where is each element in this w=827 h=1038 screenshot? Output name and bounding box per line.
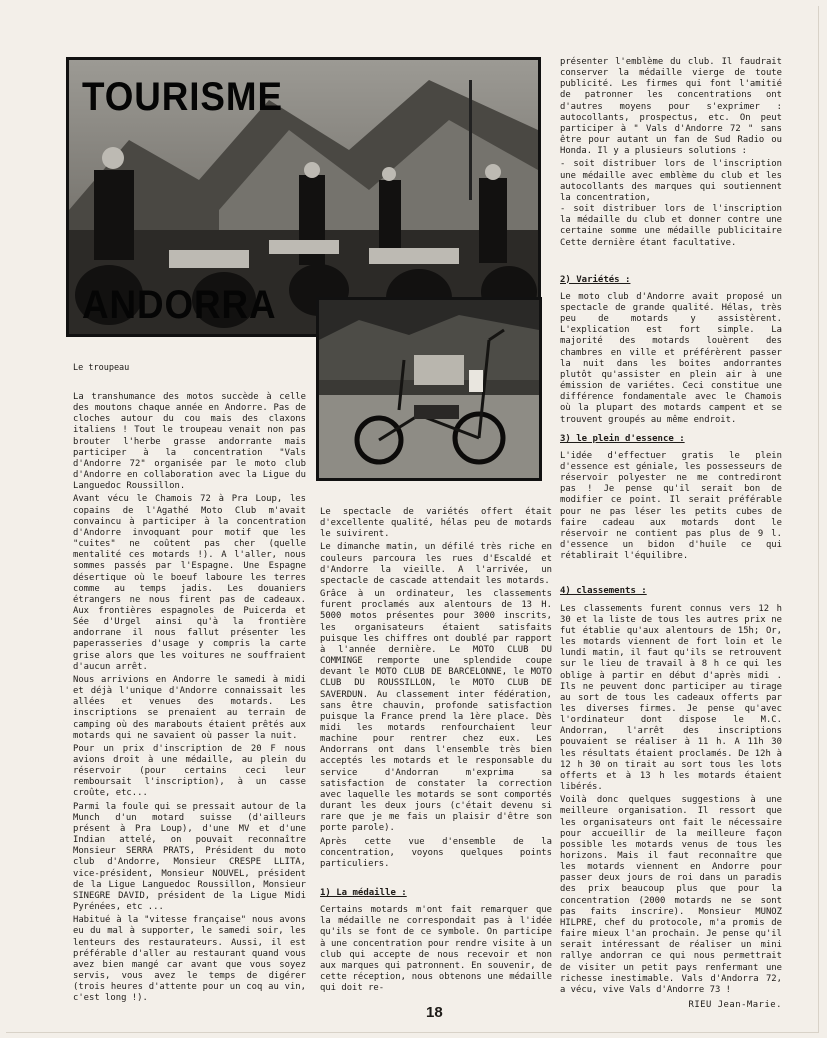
chopper-photo-image (319, 300, 539, 478)
column-3 (560, 57, 782, 1013)
col2-paragraph: Le spectacle de variétés offert était d'excellente qualité, hélas peu de motards le suivirent. (320, 507, 552, 540)
col2-paragraph: Après cette vue d'ensemble de la concentration, voyons quelques points particuliers. (320, 836, 552, 869)
caption-le-troupeau: Le troupeau (73, 363, 130, 373)
page-number: 18 (426, 1004, 443, 1021)
column-1 (73, 392, 306, 1006)
col3-section4-text: Les classements furent connus vers 12 h 30 et la liste de tous les autres prix ne fut établie qu'aux alentours de 15h; Or, les motards viennent de fort loin et le lundi matin, il faut qu'ils se retrouvent sur le lieu de travail à 8 h ce qui les oblige à partir en début d'après midi . Ils ne peuvent donc participer au tirage au sort de tous les cadeaux offerts par les diverses firmes. Je pense qu'avec l'ordinateur dont dispose le M.C. Andorran, l'arrêt des inscriptions pouvaient se réaliser à 11 h. A 11h 30 les résultats étaient proclamés. De 12h à 12 h 30 on tirait au sort tous les lots offerts et à 13 h les motards étaient libérés. (560, 603, 782, 793)
column-2 (320, 507, 552, 996)
col1-paragraph: Avant vécu le Chamois 72 à Pra Loup, les copains de l'Agathé Moto Club m'avait convaincu à participer à la concentration d'Andorre invoquant pour motif que les "cuites" ne coûtent pas cher (quelle mentalité ces motards !). A l'aller, nous sommes passés par l'Espagne. Une Espagne désertique où le boeuf laboure les terres comme au temps jadis. Les douaniers étrangers ne nous firent pas de cadeaux. Aux frontières espagnoles de Puicerda et Sée d'Urgel ainsi qu'à la frontière andorrane il nous fallut présenter les paperasseries d'usage y compris la carte grise alors que les voitures ne souffraient d'aucun arrêt. (73, 494, 306, 672)
section-heading-classements: 4) classements : (560, 586, 647, 597)
title-tourisme: TOURISME (82, 75, 283, 119)
title-andorra: ANDORRA (82, 283, 277, 327)
col3-section2-text: Le moto club d'Andorre avait proposé un spectacle de grande qualité. Hélas, très peu de motards y assistèrent. L'explication est fort simple. La majorité des motards louèrent des chambres en ville et préférèrent passer la nuit dans les boites andorrantes plutôt qu'assister en plein air à une émission de variétes. Ceci constitue une différence fondamentale avec le Chamois où la plupart des motards campent et se trouvent groupés au même endroit. (560, 291, 782, 425)
col3-bullet: - soit distribuer lors de l'inscription une médaille avec emblème du club et les autocollants des marques qui soutiennent la concentration, (560, 159, 782, 203)
col2-paragraph: Le dimanche matin, un défilé très riche en couleurs parcoura les rues d'Escaldé et d'Andorre la vieille. A l'arrivée, un spectacle de cascade attendait les motards. (320, 542, 552, 586)
col2-paragraph: Grâce à un ordinateur, les classements furent proclamés aux alentours de 13 H. 5000 motos présentes pour 3000 inscrits, les organisateurs étaient satisfaits puisque les chiffres ont doublé par rapport à l'année dernière. Le MOTO CLUB DU COMMINGE remporte une splendide coupe devant le MOTO CLUB DE BARCELONNE, le MOTO CLUB DU ROUSSILLON, le MOTO CLUB DE SAVERDUN. Au classement inter fédération, sans être chauvin, profonde satisfaction puisque la France prend la 1ère place. Dès midi les motards renfourchaient leur machine pour rentrer chez eux. Les Andorrans ont dans l'ensemble très bien acceptés les motards et le responsable du service d'Andorran m'exprima sa satisfaction de constater la correction avec laquelle les motards se sont comportés durant les deux jours (c'était devenu si rare que je me fais un plaisir d'être son porte parole). (320, 589, 552, 834)
section-heading-plein-essence: 3) le plein d'essence : (560, 433, 685, 444)
col1-paragraph: Parmi la foule qui se pressait autour de la Munch d'un motard suisse (d'ailleurs présent à Pra Loup), d'une MV et d'une Indian attelé, on pouvait reconnaître Monsieur SERRA PRATS, Président du moto club d'Andorre, Monsieur CRESPE LLITA, vice-président, Monsieur NOUVEL, président de la Ligue Languedoc Roussillon, Monsieur SINEGRE DAVID, président de la Ligue Midi Pyrénées, etc ... (73, 801, 306, 913)
col1-paragraph: Nous arrivions en Andorre le samedi à midi et déjà l'unique d'Andorre connaissait les allées et venues des motards. Les inscriptions se prenaient au terrain de camping où des marabouts étaient prêtés aux motards qui ne savaient où passer la nuit. (73, 674, 306, 741)
col3-closing-text: Voilà donc quelques suggestions à une meilleure organisation. Il ressort que les organisateurs ont fait le nécessaire pour accueillir de la meilleure façon possible les motards venus de tous les horizons. Mais il faut reconnaître que les motards viennent en Andorre pour passer deux jours de roi dans un paradis des prix beaucoup plus que pour la concentration (2000 motards ne se sont pas faits inscrire). Monsieur MUNOZ HILPRE, chef du protocole, m'a promis de faire mieux l'an prochain. Je pense qu'il serait intéressant de réaliser un mini rallye andorran ce qui nous permettrait de visiter un petit pays renfermant une richesse inestimable. Vals d'Andorra 72, a vécu, vive Vals d'Andorre 73 ! (560, 795, 782, 995)
col3-section3-text: L'idée d'effectuer gratis le plein d'essence est géniale, les possesseurs de réservoir polyester ne me contrediront pas ! Je pense qu'il serait bon de modifier ce point. Il serait préférable pour ne pas léser les petits cubes de faire cadeau aux motards dont le réservoir ne contient pas plus de 9 l. d'essence un bidon d'huile ce qui rétablirait l'équilibre. (560, 450, 782, 562)
section-heading-medaille: 1) La médaille : (320, 888, 407, 898)
col1-paragraph: Pour un prix d'inscription de 20 F nous avions droit à une médaille, au plein du réservoir (pour certains ceci leur remboursait l'inscription), à un casse croûte, etc... (73, 743, 306, 799)
author-signature: RIEU Jean-Marie. (688, 1000, 782, 1011)
col2-section1-text: Certains motards m'ont fait remarquer que la médaille ne correspondait pas à l'idée qu'ils se font de ce symbole. On participe à une concentration pour rendre visite à un club qui accepte de nous recevoir et non aux marques qui patronnent. En souvenir, de cette réception, nous obtenons une médaille qui doit re- (320, 905, 552, 994)
col3-intro: présenter l'emblème du club. Il faudrait conserver la médaille vierge de toute publicité. Les firmes qui font l'amitié de patronner les concentrations ont d'autres moyens pour s'exprimer : autocollants, prospectus, etc. On peut participer à " Vals d'Andorre 72 " sans être pour autant un fan de Sud Radio ou Honda. Il y a plusieurs solutions : (560, 57, 782, 157)
col3-bullet: - soit distribuer lors de l'inscription la médaille du club et donner contre une certaine somme une médaille publicitaire Cette dernière étant facultative. (560, 204, 782, 248)
section-heading-varietes: 2) Variétés : (560, 274, 631, 285)
photo-chopper-motorcycle (316, 297, 542, 481)
col1-paragraph: Habitué à la "vitesse française" nous avons eu du mal à supporter, le samedi soir, les lenteurs des restaurateurs. Aussi, il est préférable d'aller au restaurant quand vous avez bien mangé car avant que vous soyez servis, vous avez le temps de digérer (trois heures d'attente pour un coq au vin, c'est long !). (73, 915, 306, 1004)
col1-paragraph: La transhumance des motos succède à celle des moutons chaque année en Andorre. Pas de cloches autour du cou mais des claxons italiens ! Tout le troupeau venait non pas brouter l'herbe grasse andorrante mais participer à la concentration "Vals d'Andorre 72" organisée par le moto club d'Andorre en collaboration avec la Ligue du Languedoc Roussillon. (73, 392, 306, 492)
